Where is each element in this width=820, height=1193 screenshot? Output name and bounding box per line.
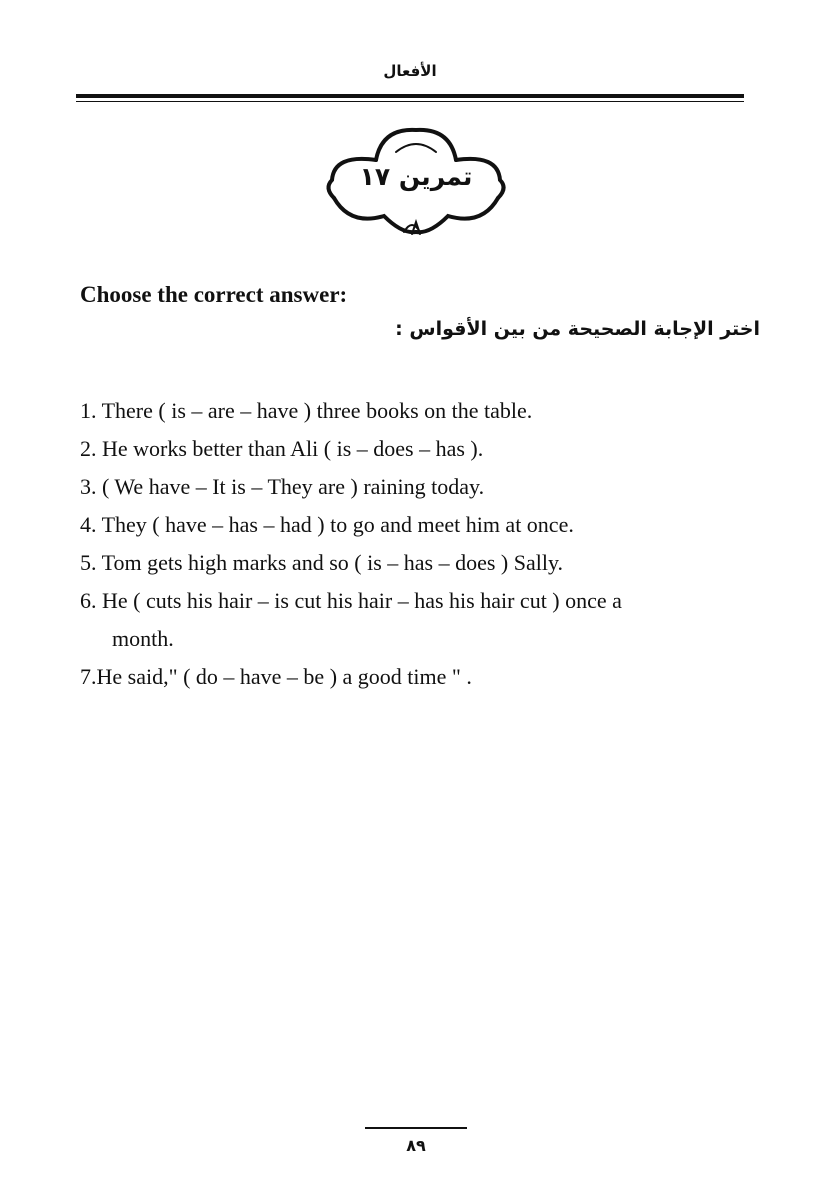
running-title: الأفعال: [383, 62, 437, 80]
question-item: [80, 430, 740, 468]
page-number: ٨٩: [406, 1136, 426, 1155]
question-list: [80, 392, 740, 696]
instruction-english: Choose the correct answer:: [80, 282, 348, 307]
exercise-badge: [312, 122, 520, 246]
question-item: [80, 468, 740, 506]
header-rule-thin: [76, 101, 744, 102]
question-text: 2. He works better than Ali ( is – does – has ).: [80, 436, 484, 461]
question-item: [80, 392, 740, 430]
question-item: [80, 658, 740, 696]
footer-rule: [365, 1127, 467, 1129]
question-item: [80, 544, 740, 582]
question-text: 7.He said," ( do – have – be ) a good time " .: [80, 664, 472, 689]
header-rule-thick: [76, 94, 744, 98]
question-item: [80, 506, 740, 544]
question-text: 1. There ( is – are – have ) three books on the table.: [80, 398, 533, 423]
question-item: [80, 582, 740, 658]
question-text: 6. He ( cuts his hair – is cut his hair – has his hair cut ) once a: [80, 588, 622, 613]
question-continuation: month.: [112, 626, 174, 651]
exercise-label: تمرين ١٧: [359, 162, 473, 191]
question-text: 5. Tom gets high marks and so ( is – has – does ) Sally.: [80, 550, 564, 575]
question-text: 4. They ( have – has – had ) to go and meet him at once.: [80, 512, 574, 537]
question-text: 3. ( We have – It is – They are ) raining today.: [80, 474, 485, 499]
instruction-arabic: اختر الإجابة الصحيحة من بين الأقواس :: [395, 318, 760, 340]
